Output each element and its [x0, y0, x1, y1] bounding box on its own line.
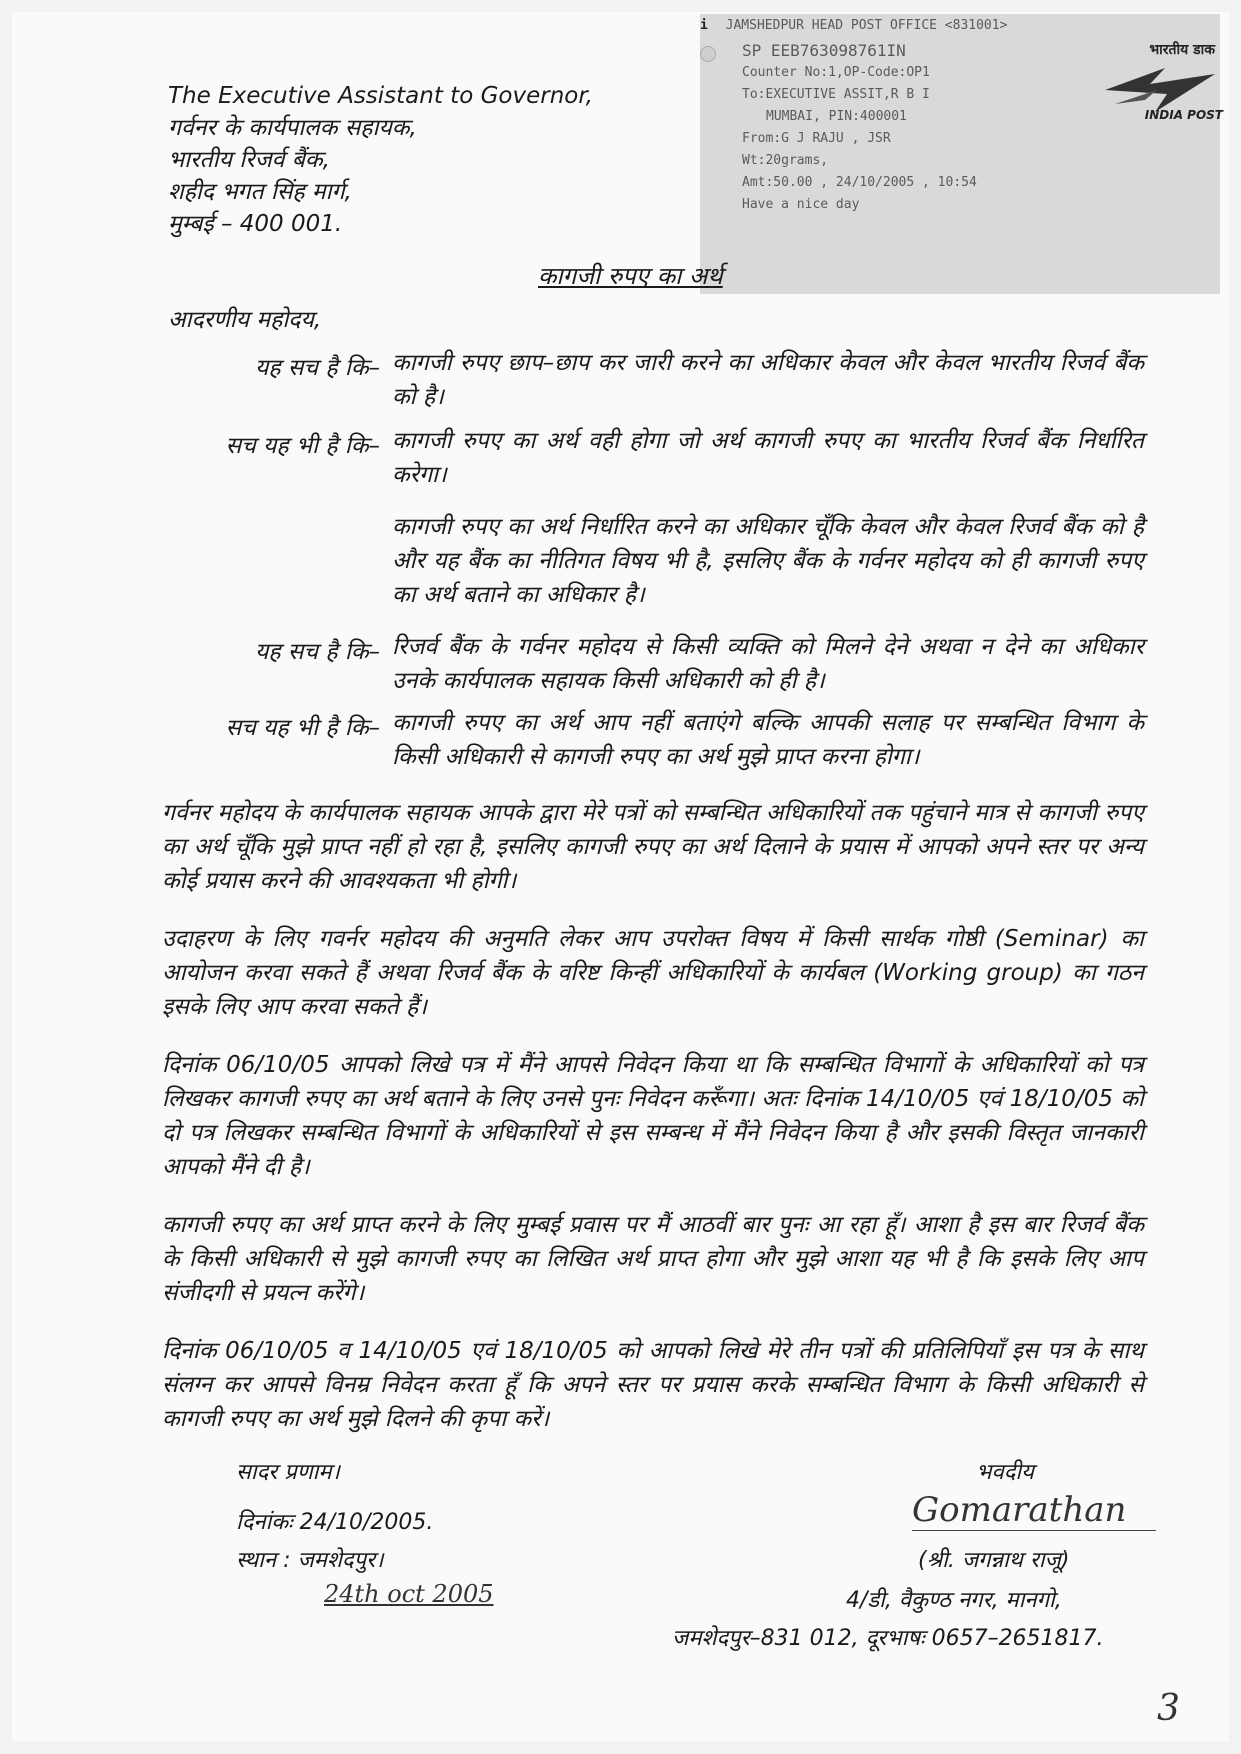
sender-address-line-1: 4/डी, वैकुण्ठ नगर, मानगो,: [846, 1588, 1062, 1613]
handwritten-date: 24th oct 2005: [324, 1580, 494, 1608]
letter-place: स्थान : जमशेदपुर।: [236, 1548, 384, 1573]
receipt-weight: Wt:20grams,: [742, 153, 829, 168]
salutation: आदरणीय महोदय,: [168, 307, 322, 333]
point-label: यह सच है कि–: [255, 639, 380, 665]
address-line-4: शहीद भगत सिंह मार्ग,: [168, 179, 352, 205]
address-line-1: The Executive Assistant to Governor,: [168, 83, 593, 109]
body-paragraph: दिनांक 06/10/05 आपको लिखे पत्र में मैंने आपसे निवेदन किया था कि सम्बन्धित विभागों के अधिकारियों को पत्र लिखकर कागजी रुपए का अर्थ बताने के लिए उनसे पुनः निवेदन करूँगा। अतः दिनांक 14/10/05 एवं 18/10/05 को दो पत्र लिखकर सम्बन्धित विभागों के अधिकारियों से इस सम्बन्ध में मैंने निवेदन किया है और इसकी विस्तृत जानकारी आपको मैंने दी है।: [162, 1052, 1144, 1180]
receipt-counter: Counter No:1,OP-Code:OP1: [742, 65, 930, 80]
india-post-logo: [1085, 40, 1225, 130]
point-text: कागजी रुपए छाप–छाप कर जारी करने का अधिकार केवल और केवल भारतीय रिजर्व बैंक को है।: [392, 350, 1144, 410]
point-text: कागजी रुपए का अर्थ निर्धारित करने का अधिकार चूँकि केवल और केवल रिजर्व बैंक को है और यह बैंक का नीतिगत विषय भी है, इसलिए बैंक के गर्वनर महोदय को ही कागजी रुपए का अर्थ बताने का अधिकार है।: [392, 514, 1144, 608]
point-label: यह सच है कि–: [255, 355, 380, 381]
page-number: 3: [1157, 1688, 1180, 1729]
receipt-greeting: Have a nice day: [742, 197, 860, 212]
receipt-mark: i: [700, 18, 708, 33]
subject-heading: कागजी रुपए का अर्थ: [538, 262, 723, 290]
point-label: सच यह भी है कि–: [225, 433, 380, 459]
receipt-tracking: SP EEB763098761IN: [742, 41, 906, 60]
address-line-2: गर्वनर के कार्यपालक सहायक,: [168, 115, 417, 141]
logo-hindi: भारतीय डाक: [1149, 42, 1215, 58]
letter-date: दिनांकः 24/10/2005.: [236, 1510, 434, 1535]
point-label: सच यह भी है कि–: [225, 715, 380, 741]
closing-yours: भवदीय: [976, 1460, 1034, 1485]
point-text: रिजर्व बैंक के गर्वनर महोदय से किसी व्यक्ति को मिलने देने अथवा न देने का अधिकार उनके कार्यपालक सहायक किसी अधिकारी को ही है।: [392, 634, 1144, 694]
address-line-5: मुम्बई – 400 001.: [168, 211, 343, 237]
punch-hole-icon: [700, 46, 716, 62]
logo-english: INDIA POST: [1144, 108, 1223, 122]
point-text: कागजी रुपए का अर्थ आप नहीं बताएंगे बल्कि आपकी सलाह पर सम्बन्धित विभाग के किसी अधिकारी से कागजी रुपए का अर्थ मुझे प्राप्त करना होगा।: [392, 710, 1144, 770]
sender-name: (श्री. जगन्नाथ राजू): [918, 1548, 1070, 1573]
point-text: कागजी रुपए का अर्थ वही होगा जो अर्थ कागजी रुपए का भारतीय रिजर्व बैंक निर्धारित करेगा।: [392, 428, 1144, 488]
sender-address-line-2: जमशेदपुर–831 012, दूरभाषः 0657–2651817.: [672, 1626, 1104, 1651]
receipt-to: To:EXECUTIVE ASSIT,R B I: [742, 87, 930, 102]
receipt-office: JAMSHEDPUR HEAD POST OFFICE <831001>: [725, 18, 1008, 33]
receipt-from: From:G J RAJU , JSR: [742, 131, 891, 146]
body-paragraph: गर्वनर महोदय के कार्यपालक सहायक आपके द्वारा मेरे पत्रों को सम्बन्धित अधिकारियों तक पहुंचाने मात्र से कागजी रुपए का अर्थ चूँकि मुझे प्राप्त नहीं हो रहा है, इसलिए कागजी रुपए का अर्थ दिलाने के प्रयास में आपको अपने स्तर पर अन्य कोई प्रयास करने की आवश्यकता भी होगी।: [162, 800, 1144, 894]
receipt-amount: Amt:50.00 , 24/10/2005 , 10:54: [742, 175, 977, 190]
signature: Gomarathan: [912, 1490, 1156, 1531]
body-paragraph: कागजी रुपए का अर्थ प्राप्त करने के लिए मुम्बई प्रवास पर मैं आठवीं बार पुनः आ रहा हूँ। आशा है इस बार रिजर्व बैंक के किसी अधिकारी से मुझे कागजी रुपए का लिखित अर्थ प्राप्त होगा और मुझे आशा यह भी है कि इसके लिए आप संजीदगी से प्रयत्न करेंगे।: [162, 1212, 1144, 1306]
body-paragraph: दिनांक 06/10/05 व 14/10/05 एवं 18/10/05 को आपको लिखे मेरे तीन पत्रों की प्रतिलिपियाँ इस पत्र के साथ संलग्न कर आपसे विनम्र निवेदन करता हूँ कि अपने स्तर पर प्रयास करके सम्बन्धित विभाग के किसी अधिकारी से कागजी रुपए का अर्थ मुझे दिलने की कृपा करें।: [162, 1338, 1144, 1432]
body-paragraph: उदाहरण के लिए गवर्नर महोदय की अनुमति लेकर आप उपरोक्त विषय में किसी सार्थक गोष्ठी (Seminar) का आयोजन करवा सकते हैं अथवा रिजर्व बैंक के वरिष्ट किन्हीं अधिकारियों के कार्यबल (Working group) का गठन इसके लिए आप करवा सकते हैं।: [162, 926, 1144, 1020]
address-line-3: भारतीय रिजर्व बैंक,: [168, 147, 330, 173]
closing-regards: सादर प्रणाम।: [236, 1460, 340, 1485]
receipt-city: MUMBAI, PIN:400001: [766, 109, 907, 124]
recipient-address: [168, 80, 593, 240]
receipt-header: [700, 18, 1007, 33]
